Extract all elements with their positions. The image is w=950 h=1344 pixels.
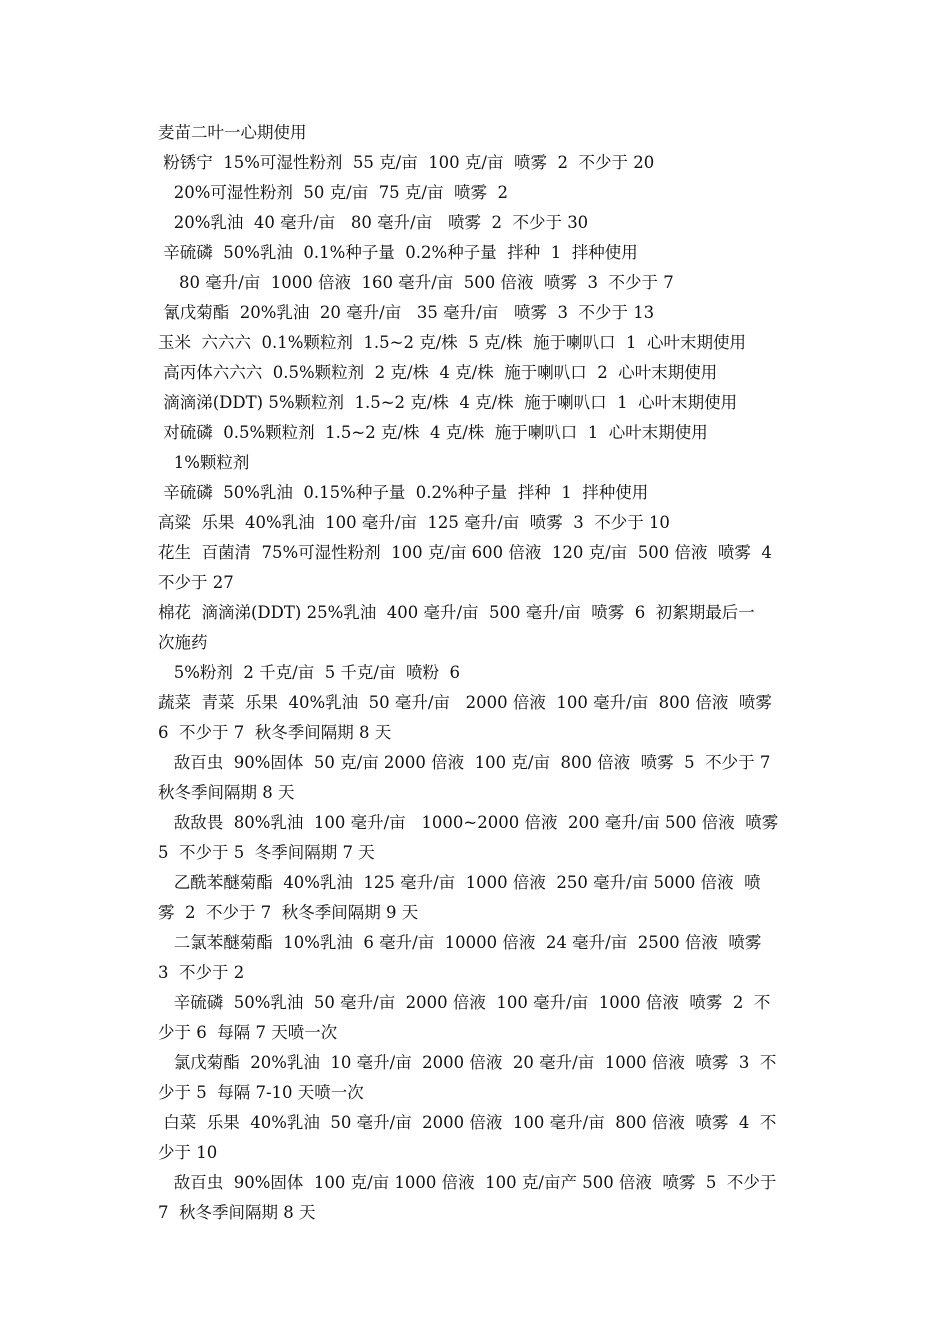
text-line: 7 秋冬季间隔期 8 天: [158, 1203, 316, 1222]
text-line: 滴滴涕(DDT) 5%颗粒剂 1.5~2 克/株 4 克/株 施于喇叭口 1 心叶末期使用: [158, 393, 738, 412]
text-line: 1%颗粒剂: [158, 453, 250, 472]
text-line: 5 不少于 5 冬季间隔期 7 天: [158, 843, 375, 862]
text-line: 敌百虫 90%固体 100 克/亩 1000 倍液 100 克/亩产 500 倍液 喷雾 5 不少于: [158, 1173, 777, 1192]
text-line: 20%可湿性粉剂 50 克/亩 75 克/亩 喷雾 2: [158, 183, 508, 202]
text-line: 花生 百菌清 75%可湿性粉剂 100 克/亩 600 倍液 120 克/亩 500 倍液 喷雾 4: [158, 543, 772, 562]
text-line: 氰戊菊酯 20%乳油 20 毫升/亩 35 毫升/亩 喷雾 3 不少于 13: [158, 303, 655, 322]
text-line: 粉锈宁 15%可湿性粉剂 55 克/亩 100 克/亩 喷雾 2 不少于 20: [158, 153, 655, 172]
text-line: 蔬菜 青菜 乐果 40%乳油 50 毫升/亩 2000 倍液 100 毫升/亩 800 倍液 喷雾: [158, 693, 772, 712]
text-line: 白菜 乐果 40%乳油 50 毫升/亩 2000 倍液 100 毫升/亩 800 倍液 喷雾 4 不: [158, 1113, 777, 1132]
text-line: 氯戊菊酯 20%乳油 10 毫升/亩 2000 倍液 20 毫升/亩 1000 倍液 喷雾 3 不: [158, 1053, 777, 1072]
text-line: 玉米 六六六 0.1%颗粒剂 1.5~2 克/株 5 克/株 施于喇叭口 1 心叶末期使用: [158, 333, 747, 352]
text-line: 不少于 27: [158, 573, 234, 592]
text-line: 辛硫磷 50%乳油 0.15%种子量 0.2%种子量 拌种 1 拌种使用: [158, 483, 649, 502]
document-page: [158, 118, 798, 1228]
text-line: 雾 2 不少于 7 秋冬季间隔期 9 天: [158, 903, 419, 922]
text-line: 辛硫磷 50%乳油 50 毫升/亩 2000 倍液 100 毫升/亩 1000 倍液 喷雾 2 不: [158, 993, 771, 1012]
text-line: 次施药: [158, 633, 208, 652]
text-line: 少于 6 每隔 7 天喷一次: [158, 1023, 338, 1042]
text-line: 秋冬季间隔期 8 天: [158, 783, 295, 802]
text-line: 棉花 滴滴涕(DDT) 25%乳油 400 毫升/亩 500 毫升/亩 喷雾 6 初絮期最后一: [158, 603, 755, 622]
text-line: 敌敌畏 80%乳油 100 毫升/亩 1000~2000 倍液 200 毫升/亩 500 倍液 喷雾: [158, 813, 779, 832]
text-line: 麦苗二叶一心期使用: [158, 123, 307, 142]
text-line: 对硫磷 0.5%颗粒剂 1.5~2 克/株 4 克/株 施于喇叭口 1 心叶末期使用: [158, 423, 708, 442]
text-line: 敌百虫 90%固体 50 克/亩 2000 倍液 100 克/亩 800 倍液 喷雾 5 不少于 7: [158, 753, 771, 772]
text-line: 高丙体六六六 0.5%颗粒剂 2 克/株 4 克/株 施于喇叭口 2 心叶末期使用: [158, 363, 718, 382]
text-line: 80 毫升/亩 1000 倍液 160 毫升/亩 500 倍液 喷雾 3 不少于 7: [158, 273, 674, 292]
text-line: 乙酰苯醚菊酯 40%乳油 125 毫升/亩 1000 倍液 250 毫升/亩 5000 倍液 喷: [158, 873, 761, 892]
text-line: 少于 10: [158, 1143, 218, 1162]
text-line: 高粱 乐果 40%乳油 100 毫升/亩 125 毫升/亩 喷雾 3 不少于 10: [158, 513, 670, 532]
text-line: 二氯苯醚菊酯 10%乳油 6 毫升/亩 10000 倍液 24 毫升/亩 2500 倍液 喷雾: [158, 933, 762, 952]
text-line: 20%乳油 40 毫升/亩 80 毫升/亩 喷雾 2 不少于 30: [158, 213, 589, 232]
text-line: 辛硫磷 50%乳油 0.1%种子量 0.2%种子量 拌种 1 拌种使用: [158, 243, 638, 262]
text-line: 少于 5 每隔 7-10 天喷一次: [158, 1083, 364, 1102]
text-line: 6 不少于 7 秋冬季间隔期 8 天: [158, 723, 392, 742]
text-line: 3 不少于 2: [158, 963, 245, 982]
text-line: 5%粉剂 2 千克/亩 5 千克/亩 喷粉 6: [158, 663, 460, 682]
